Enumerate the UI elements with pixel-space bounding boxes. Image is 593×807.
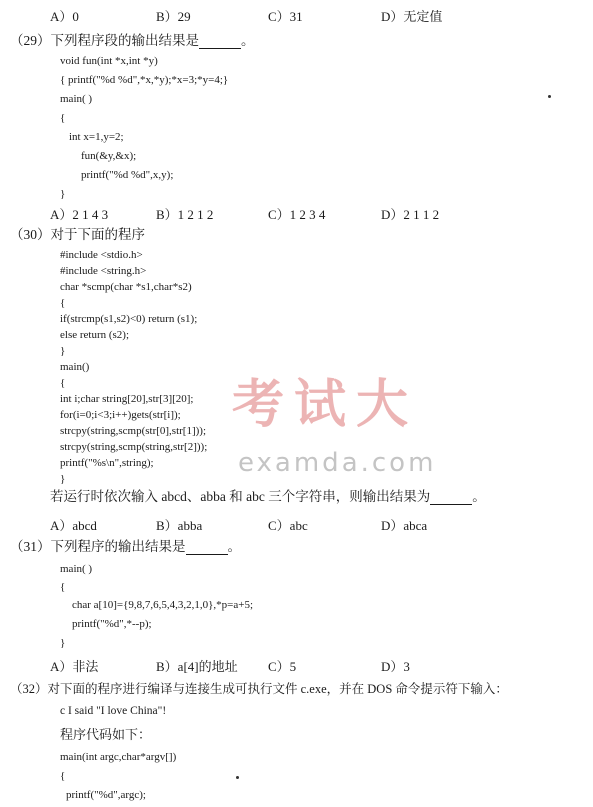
q31-code-line: } — [60, 637, 66, 649]
q30-option-a: A）abcd — [50, 518, 97, 533]
watermark-logo: 考试大 — [232, 375, 419, 435]
q31-option-a: A）非法 — [50, 659, 99, 674]
q30-code-line: int i;char string[20],str[3][20]; — [60, 393, 194, 405]
q32-intro: 程序代码如下： — [60, 727, 152, 742]
q30-question: 若运行时依次输入 abcd、abba 和 abc 三个字符串，则输出结果为 。 — [50, 489, 486, 504]
q29-code-line: { printf("%d %d",*x,*y);*x=3;*y=4;} — [60, 74, 229, 86]
q30-code-line: main() — [60, 361, 90, 373]
scan-speck — [548, 95, 551, 98]
q31-option-d: D）3 — [381, 659, 410, 674]
q30-code-line: #include <string.h> — [60, 265, 147, 277]
q29-code-line: int x=1,y=2; — [69, 131, 124, 143]
q29-code-line: void fun(int *x,int *y) — [60, 55, 158, 67]
q29-code-line: printf("%d %d",x,y); — [81, 169, 174, 181]
q29-code-line: main( ) — [60, 93, 93, 105]
q30-code-line: char *scmp(char *s1,char*s2) — [60, 281, 192, 293]
q30-option-d: D）abca — [381, 518, 428, 533]
q28-option-a: A）0 — [50, 9, 79, 24]
q31-code-line: { — [60, 581, 66, 593]
watermark-url: examda.com — [238, 448, 437, 478]
q30-code-line: if(strcmp(s1,s2)<0) return (s1); — [60, 313, 198, 325]
scan-speck — [236, 776, 239, 779]
q30-code-line: } — [60, 345, 66, 357]
q28-option-d: D）无定值 — [381, 9, 443, 24]
q32-code-line: { — [60, 770, 66, 782]
q28-option-c: C）31 — [268, 9, 303, 24]
q29-stem: （29）下列程序段的输出结果是 。 — [10, 33, 255, 48]
q30-code-line: strcpy(string,scmp(string,str[2])); — [60, 441, 208, 453]
q28-option-b: B）29 — [156, 9, 191, 24]
q30-code-line: else return (s2); — [60, 329, 130, 341]
q30-code-line: { — [60, 377, 66, 389]
q32-stem: （32）对下面的程序进行编译与连接生成可执行文件 c.exe，并在 DOS 命令提示符下输入： — [10, 682, 508, 696]
q31-code-line: main( ) — [60, 563, 93, 575]
q31-option-c: C）5 — [268, 659, 297, 674]
q30-code-line: for(i=0;i<3;i++)gets(str[i]); — [60, 409, 181, 421]
q30-code-line: #include <stdio.h> — [60, 249, 143, 261]
q32-command: c I said "I love China"! — [60, 705, 167, 717]
q30-code-line: printf("%s\n",string); — [60, 457, 154, 469]
q31-code-line: printf("%d",*--p); — [72, 618, 152, 630]
q32-code-line: printf("%d",argc); — [66, 789, 146, 801]
q31-code-line: char a[10]={9,8,7,6,5,4,3,2,1,0},*p=a+5; — [72, 599, 253, 611]
q29-option-c: C）1 2 3 4 — [268, 207, 326, 222]
q30-option-c: C）abc — [268, 518, 308, 533]
q29-option-b: B）1 2 1 2 — [156, 207, 214, 222]
q30-code-line: strcpy(string,scmp(str[0],str[1])); — [60, 425, 207, 437]
q29-option-d: D）2 1 1 2 — [381, 207, 440, 222]
q30-code-line: { — [60, 297, 66, 309]
q29-code-line: } — [60, 188, 66, 200]
q30-code-line: } — [60, 473, 66, 485]
q29-code-line: fun(&y,&x); — [81, 150, 137, 162]
q31-stem: （31）下列程序的输出结果是 。 — [10, 539, 241, 554]
q29-code-line: { — [60, 112, 66, 124]
q31-option-b: B）a[4]的地址 — [156, 659, 238, 674]
q30-stem: （30）对于下面的程序 — [10, 227, 145, 242]
q32-code-line: main(int argc,char*argv[]) — [60, 751, 177, 763]
q29-option-a: A）2 1 4 3 — [50, 207, 109, 222]
q30-option-b: B）abba — [156, 518, 203, 533]
